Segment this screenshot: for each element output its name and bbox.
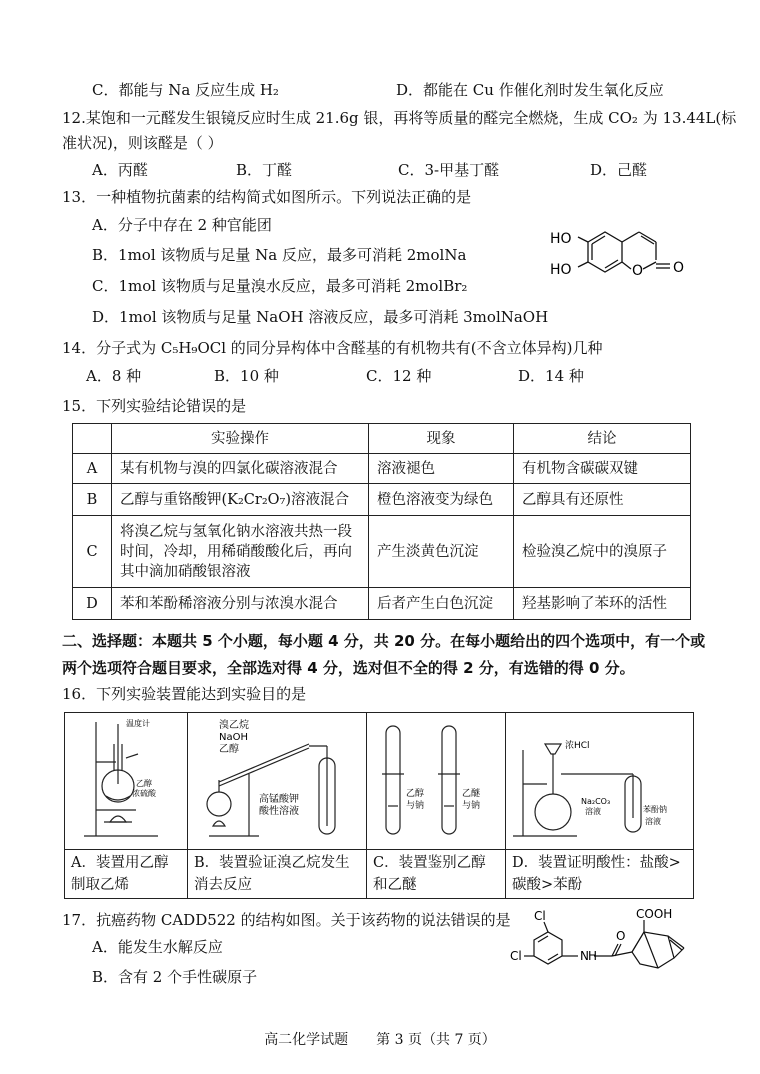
q17-option-a: A．能发生水解反应: [92, 938, 223, 956]
table-row: [73, 484, 691, 516]
q11-option-c: C．都能与 Na 反应生成 H₂: [92, 81, 279, 99]
row-conclusion: 乙醇具有还原性: [514, 484, 691, 516]
section-2-instructions-line2: 两个选项符合题目要求，全部选对得 4 分，选对但不全的得 2 分，有选错的得 0 分。: [62, 659, 635, 677]
row-operation: 苯和苯酚稀溶液分别与浓溴水混合: [112, 588, 369, 620]
q12-option-d: D．己醛: [590, 161, 648, 179]
tube1-label-line1: 乙醇: [406, 789, 425, 799]
phenoxide-label-line1: 苯酚钠: [643, 805, 667, 814]
na2co3-label-line1: Na₂CO₃: [581, 797, 611, 806]
q12-stem-line1: 12.某饱和一元醛发生银镜反应时生成 21.6g 银，再将等质量的醛完全燃烧，生成 CO₂ 为 13.44L(标: [62, 109, 737, 127]
flask-label-ethanol: 乙醇: [136, 779, 152, 788]
row-operation: 乙醇与重铬酸钾(K₂Cr₂O₇)溶液混合: [112, 484, 369, 516]
apparatus-b-cell: [188, 713, 367, 850]
q15-stem: 15．下列实验结论错误的是: [62, 397, 247, 415]
row-label: B: [73, 484, 112, 516]
reagent-label-bromoethane: 溴乙烷: [219, 720, 249, 731]
reagent-label-ethanol: 乙醇: [219, 744, 239, 755]
row-label: A: [73, 454, 112, 484]
row-conclusion: 有机物含碳碳双键: [514, 454, 691, 484]
hcl-label: 浓HCl: [565, 741, 590, 751]
q12-stem-line2: 准状况)，则该醛是（ ）: [62, 134, 223, 152]
kmno4-label-line1: 高锰酸钾: [259, 794, 299, 805]
table-header-conclusion: 结论: [514, 424, 691, 454]
apparatus-caption-c: C．装置鉴别乙醇和乙醚: [367, 850, 506, 899]
apparatus-d-diagram: [507, 714, 679, 844]
q13-structure-diagram: [548, 222, 698, 296]
row-conclusion: 检验溴乙烷中的溴原子: [514, 516, 691, 588]
tube2-label-line1: 乙醚: [462, 789, 481, 799]
q14-option-d: D．14 种: [518, 367, 584, 385]
q13-ho-bottom: HO: [550, 262, 572, 278]
q17-n-atom: N: [580, 949, 589, 963]
row-phenomenon: 产生淡黄色沉淀: [369, 516, 514, 588]
table-corner-cell: [73, 424, 112, 454]
apparatus-a-cell: [65, 713, 188, 850]
apparatus-caption-d: D．装置证明酸性：盐酸>碳酸>苯酚: [506, 850, 694, 899]
q13-ring-oxygen: O: [632, 263, 644, 279]
row-label: C: [73, 516, 112, 588]
q17-cooh: COOH: [636, 908, 673, 921]
q16-apparatus-table: [64, 712, 694, 899]
table-header-phenomenon: 现象: [369, 424, 514, 454]
apparatus-d-cell: [506, 713, 694, 850]
row-phenomenon: 橙色溶液变为绿色: [369, 484, 514, 516]
q17-cl-top: Cl: [534, 909, 546, 923]
q17-h-atom: H: [588, 949, 598, 963]
q13-ho-top: HO: [550, 231, 572, 247]
q17-stem: 17．抗癌药物 CADD522 的结构如图。关于该药物的说法错误的是: [62, 911, 511, 929]
table-row: [73, 454, 691, 484]
na2co3-label-line2: 溶液: [585, 807, 601, 816]
q14-option-a: A．8 种: [86, 367, 142, 385]
apparatus-a-diagram: [66, 714, 186, 844]
reagent-label-naoh: NaOH: [219, 732, 248, 743]
q14-option-b: B．10 种: [214, 367, 279, 385]
q12-option-b: B．丁醛: [236, 161, 293, 179]
q13-option-d: D．1mol 该物质与足量 NaOH 溶液反应，最多可消耗 3molNaOH: [92, 308, 549, 326]
row-phenomenon: 后者产生白色沉淀: [369, 588, 514, 620]
q17-cl-left: Cl: [510, 949, 522, 963]
kmno4-label-line2: 酸性溶液: [259, 806, 299, 817]
row-conclusion: 羟基影响了苯环的活性: [514, 588, 691, 620]
q16-stem: 16．下列实验装置能达到实验目的是: [62, 685, 307, 703]
q13-option-a: A．分子中存在 2 种官能团: [92, 216, 272, 234]
flask-label-sulfuric: 浓硫酸: [132, 789, 156, 798]
q17-o-atom: O: [616, 929, 626, 943]
q13-option-c: C．1mol 该物质与足量溴水反应，最多可消耗 2molBr₂: [92, 277, 468, 295]
tube2-label-line2: 与钠: [462, 801, 481, 811]
thermometer-label: 温度计: [126, 719, 150, 728]
q13-carbonyl-oxygen: O: [673, 260, 685, 276]
apparatus-b-diagram: [189, 714, 365, 844]
q15-table: [72, 423, 691, 620]
table-row: [73, 516, 691, 588]
q13-option-b: B．1mol 该物质与足量 Na 反应，最多可消耗 2molNa: [92, 246, 467, 264]
page-footer: 高二化学试题 第 3 页（共 7 页）: [264, 1032, 496, 1048]
table-header-operation: 实验操作: [112, 424, 369, 454]
row-phenomenon: 溶液褪色: [369, 454, 514, 484]
tube1-label-line2: 与钠: [406, 801, 425, 811]
row-operation: 将溴乙烷与氢氧化钠水溶液共热一段时间，冷却，用稀硝酸酸化后，再向其中滴加硝酸银溶液: [112, 516, 369, 588]
q14-stem: 14．分子式为 C₅H₉OCl 的同分异构体中含醛基的有机物共有(不含立体异构)几种: [62, 339, 603, 357]
q11-option-d: D．都能在 Cu 作催化剂时发生氧化反应: [396, 81, 664, 99]
row-operation: 某有机物与溴的四氯化碳溶液混合: [112, 454, 369, 484]
phenoxide-label-line2: 溶液: [645, 817, 661, 826]
row-label: D: [73, 588, 112, 620]
apparatus-c-cell: [367, 713, 506, 850]
q17-structure-diagram: [508, 908, 718, 986]
q13-stem: 13．一种植物抗菌素的结构简式如图所示。下列说法正确的是: [62, 188, 472, 206]
q14-option-c: C．12 种: [366, 367, 432, 385]
apparatus-caption-b: B．装置验证溴乙烷发生消去反应: [188, 850, 367, 899]
table-header-row: [73, 424, 691, 454]
q12-option-a: A．丙醛: [92, 161, 148, 179]
q12-option-c: C．3-甲基丁醛: [398, 161, 500, 179]
apparatus-c-diagram: [368, 714, 504, 844]
q17-option-b: B．含有 2 个手性碳原子: [92, 968, 258, 986]
apparatus-caption-a: A．装置用乙醇制取乙烯: [65, 850, 188, 899]
table-row: [73, 588, 691, 620]
section-2-instructions-line1: 二、选择题：本题共 5 个小题，每小题 4 分，共 20 分。在每小题给出的四个选项中，有一个或: [62, 632, 706, 650]
